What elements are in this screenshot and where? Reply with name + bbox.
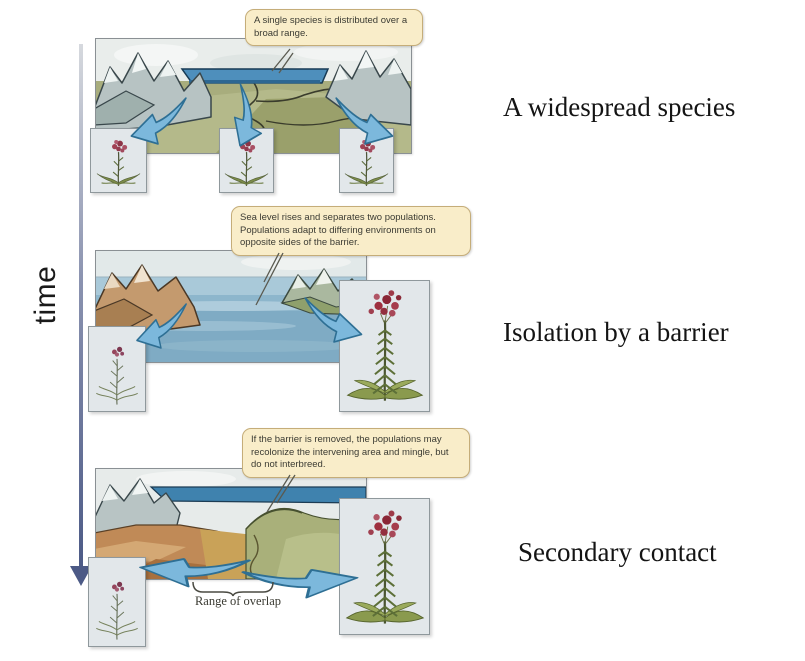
dispersal-arrow-icon [333, 96, 397, 146]
dispersal-arrow-icon [127, 96, 189, 146]
stage3-callout [242, 428, 470, 478]
stage2-callout-text: Sea level rises and separates two populations. Populations adapt to differing environments on opposite sides of the barrier. [240, 212, 436, 249]
stage3-callout-pointer [262, 474, 298, 516]
stage1-callout-text: A single species is distributed over a broad range. [254, 15, 408, 39]
time-axis-label: time [29, 265, 62, 325]
overlap-label: Range of overlap [194, 594, 282, 608]
dispersal-arrow-icon [302, 296, 366, 344]
stage2-callout [231, 206, 471, 256]
time-arrow [79, 44, 83, 568]
stage2-label: Isolation by a barrier [503, 317, 729, 347]
dispersal-arrow-icon [133, 302, 189, 350]
stage1-callout-pointer [266, 47, 294, 77]
stage2-callout-pointer [250, 252, 286, 308]
stage1-label: A widespread species [503, 92, 736, 122]
stage3-callout-text: If the barrier is removed, the populations may recolonize the intervening area and mingle, but do not interbreed. [251, 434, 449, 471]
stage1-callout [245, 9, 423, 46]
stage3-label: Secondary contact [518, 537, 717, 567]
